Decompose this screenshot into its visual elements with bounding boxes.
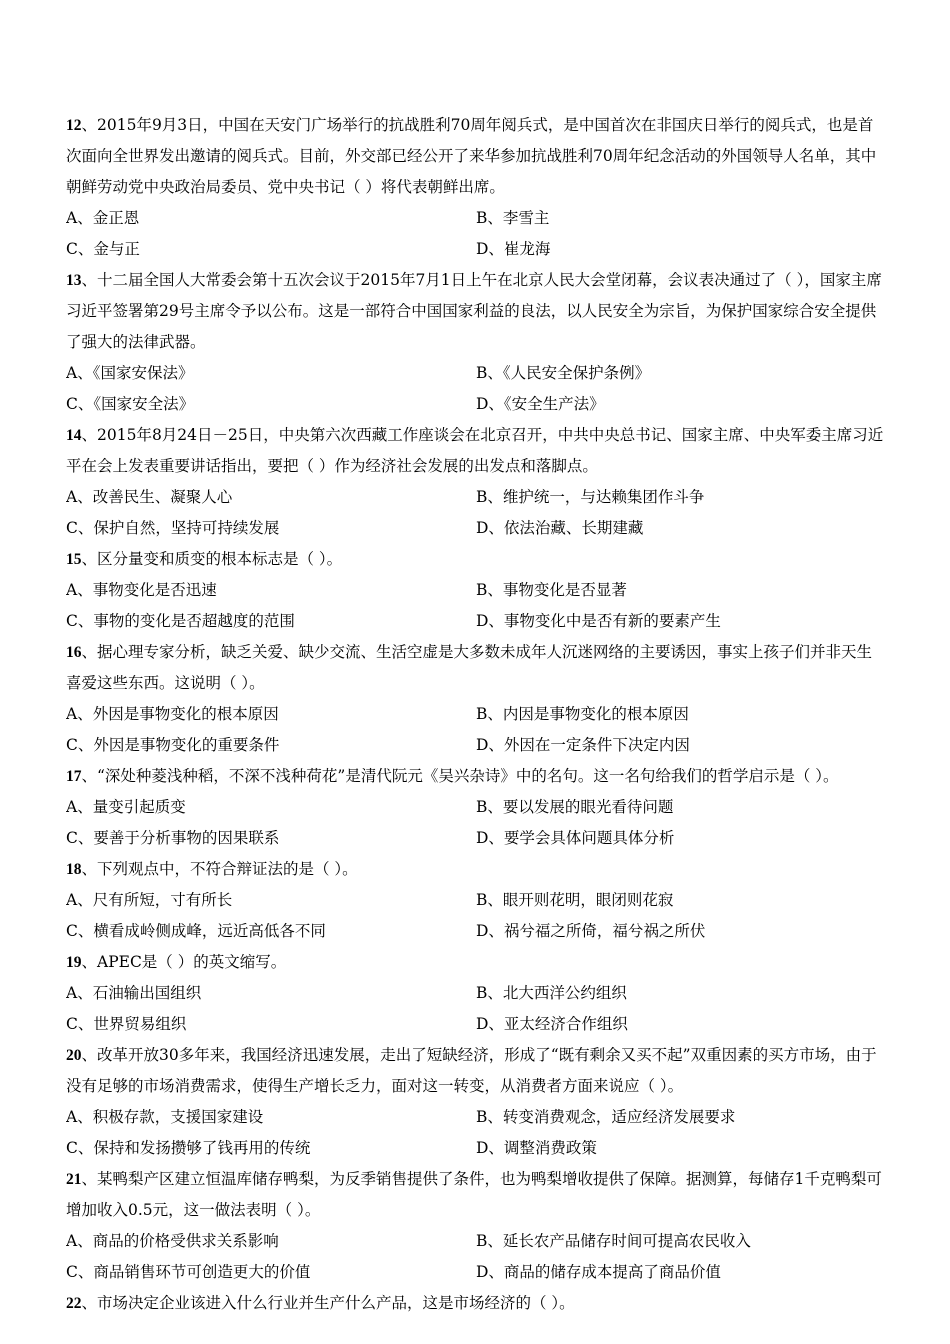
question-text: 、“深处种菱浅种稻，不深不浅种荷花”是清代阮元《吴兴杂诗》中的名句。这一名句给我们的哲学启示是（ ）。	[81, 767, 839, 785]
option-c: C、金与正	[66, 240, 140, 258]
option-a: A、事物变化是否迅速	[66, 581, 217, 599]
option-d: D、亚太经济合作组织	[476, 1015, 628, 1033]
question-number: 19	[66, 954, 82, 971]
exam-page	[66, 110, 886, 1319]
option-d: D、依法治藏、长期建藏	[476, 519, 644, 537]
option-b: B、北大西洋公约组织	[476, 984, 627, 1002]
options-12	[66, 203, 886, 265]
question-text: 、区分量变和质变的根本标志是（ ）。	[81, 550, 343, 568]
question-12	[66, 110, 886, 203]
question-16	[66, 637, 886, 699]
option-c: C、商品销售环节可创造更大的价值	[66, 1263, 311, 1281]
option-a: A、改善民生、凝聚人心	[66, 488, 233, 506]
option-d: D、祸兮福之所倚，福兮祸之所伏	[476, 922, 706, 940]
question-number: 12	[66, 117, 82, 134]
option-a: A、外因是事物变化的根本原因	[66, 705, 279, 723]
option-a: A、商品的价格受供求关系影响	[66, 1232, 279, 1250]
option-c: C、世界贸易组织	[66, 1015, 187, 1033]
options-20	[66, 1102, 886, 1164]
option-a: A、金正恩	[66, 209, 140, 227]
question-text: 、十二届全国人大常委会第十五次会议于2015年7月1日上午在北京人民大会堂闭幕，会议表决通过了（ ），国家主席习近平签署第29号主席令予以公布。这是一部符合中国国家利益的良法，以人民安全为宗旨，为保护国家综合安全提供了强大的法律武器。	[66, 271, 882, 351]
options-16	[66, 699, 886, 761]
question-number: 14	[66, 427, 82, 444]
question-13	[66, 265, 886, 358]
question-15	[66, 544, 886, 575]
options-18	[66, 885, 886, 947]
question-number: 20	[66, 1047, 82, 1064]
option-a: A、尺有所短，寸有所长	[66, 891, 233, 909]
question-text: 、据心理专家分析，缺乏关爱、缺少交流、生活空虚是大多数未成年人沉迷网络的主要诱因，事实上孩子们并非天生喜爱这些东西。这说明（ ）。	[66, 643, 873, 692]
option-a: A、石油输出国组织	[66, 984, 202, 1002]
question-number: 13	[66, 272, 82, 289]
option-d: D、事物变化中是否有新的要素产生	[476, 612, 721, 630]
option-c: C、外因是事物变化的重要条件	[66, 736, 280, 754]
question-number: 17	[66, 768, 82, 785]
option-b: B、延长农产品储存时间可提高农民收入	[476, 1232, 751, 1250]
question-text: 、某鸭梨产区建立恒温库储存鸭梨，为反季销售提供了条件，也为鸭梨增收提供了保障。据测算，每储存1千克鸭梨可增加收入0.5元，这一做法表明（ ）。	[66, 1170, 882, 1219]
option-b: B、转变消费观念，适应经济发展要求	[476, 1108, 736, 1126]
option-c: C、事物的变化是否超越度的范围	[66, 612, 295, 630]
option-b: B、内因是事物变化的根本原因	[476, 705, 689, 723]
question-text: 、下列观点中，不符合辩证法的是（ ）。	[81, 860, 358, 878]
option-c: C、保护自然，坚持可持续发展	[66, 519, 280, 537]
options-17	[66, 792, 886, 854]
option-c: C、保持和发扬攒够了钱再用的传统	[66, 1139, 311, 1157]
options-21	[66, 1226, 886, 1288]
option-b: B、《人民安全保护条例》	[476, 364, 651, 382]
question-18	[66, 854, 886, 885]
question-text: 、改革开放30多年来，我国经济迅速发展，走出了短缺经济，形成了“既有剩余又买不起”双重因素的买方市场，由于没有足够的市场消费需求，使得生产增长乏力，面对这一转变，从消费者方面来说应（ ）。	[66, 1046, 877, 1095]
option-d: D、要学会具体问题具体分析	[476, 829, 675, 847]
option-b: B、要以发展的眼光看待问题	[476, 798, 674, 816]
option-b: B、事物变化是否显著	[476, 581, 627, 599]
question-text: 、APEC是（ ）的英文缩写。	[81, 953, 287, 971]
question-text: 、2015年8月24日－25日，中央第六次西藏工作座谈会在北京召开，中共中央总书记、国家主席、中央军委主席习近平在会上发表重要讲话指出，要把（ ）作为经济社会发展的出发点和落脚点。	[66, 426, 884, 475]
options-19	[66, 978, 886, 1040]
option-c: C、横看成岭侧成峰，远近高低各不同	[66, 922, 326, 940]
options-13	[66, 358, 886, 420]
option-d: D、外因在一定条件下决定内因	[476, 736, 690, 754]
option-d: D、《安全生产法》	[476, 395, 605, 413]
question-21	[66, 1164, 886, 1226]
question-20	[66, 1040, 886, 1102]
option-b: B、维护统一，与达赖集团作斗争	[476, 488, 705, 506]
question-22	[66, 1288, 886, 1319]
option-c: C、要善于分析事物的因果联系	[66, 829, 280, 847]
question-number: 21	[66, 1171, 82, 1188]
question-14	[66, 420, 886, 482]
question-17	[66, 761, 886, 792]
question-number: 18	[66, 861, 82, 878]
question-number: 22	[66, 1295, 82, 1312]
option-b: B、李雪主	[476, 209, 550, 227]
options-15	[66, 575, 886, 637]
option-d: D、调整消费政策	[476, 1139, 597, 1157]
option-a: A、量变引起质变	[66, 798, 186, 816]
question-text: 、2015年9月3日，中国在天安门广场举行的抗战胜利70周年阅兵式，是中国首次在非国庆日举行的阅兵式，也是首次面向全世界发出邀请的阅兵式。目前，外交部已经公开了来华参加抗战胜利70周年纪念活动的外国领导人名单，其中朝鲜劳动党中央政治局委员、党中央书记（ ）将代表朝鲜出席。	[66, 116, 877, 196]
option-d: D、崔龙海	[476, 240, 551, 258]
option-c: C、《国家安全法》	[66, 395, 195, 413]
question-text: 、市场决定企业该进入什么行业并生产什么产品，这是市场经济的（ ）。	[81, 1294, 575, 1312]
question-19	[66, 947, 886, 978]
option-a: A、《国家安保法》	[66, 364, 194, 382]
options-14	[66, 482, 886, 544]
option-d: D、商品的储存成本提高了商品价值	[476, 1263, 721, 1281]
option-a: A、积极存款，支援国家建设	[66, 1108, 264, 1126]
question-number: 16	[66, 644, 82, 661]
option-b: B、眼开则花明，眼闭则花寂	[476, 891, 674, 909]
question-number: 15	[66, 551, 82, 568]
